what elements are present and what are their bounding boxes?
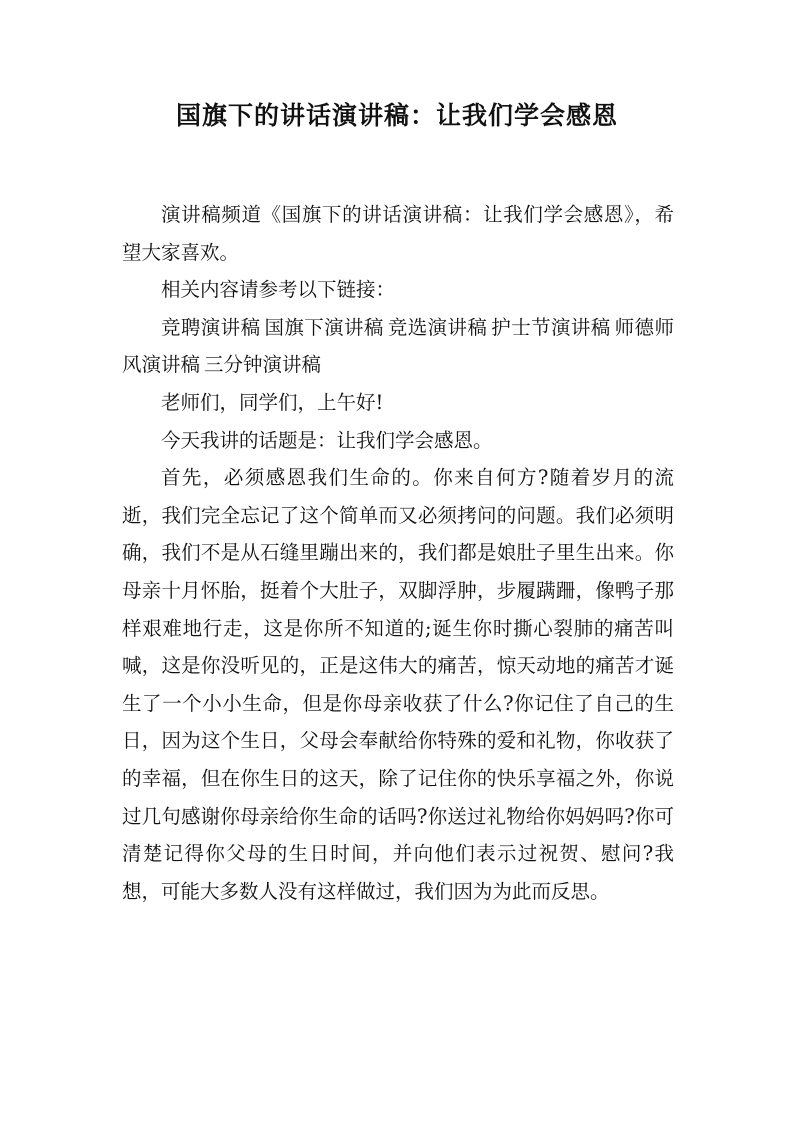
link-sanfenzhong[interactable]: 三分钟演讲稿 bbox=[204, 353, 322, 377]
page-title: 国旗下的讲话演讲稿：让我们学会感恩 bbox=[175, 101, 618, 130]
greeting-paragraph: 老师们，同学们，上午好! bbox=[161, 390, 384, 414]
link-shideshifeng[interactable]: 师德师风演讲稿 bbox=[122, 315, 674, 377]
intro-paragraph: 演讲稿频道《国旗下的讲话演讲稿：让我们学会感恩》，希望大家喜欢。 bbox=[122, 203, 674, 264]
link-jingpin[interactable]: 竞聘演讲稿 bbox=[161, 315, 261, 339]
link-jingxuan[interactable]: 竞选演讲稿 bbox=[387, 315, 488, 339]
topic-paragraph: 今天我讲的话题是：让我们学会感恩。 bbox=[161, 428, 493, 452]
link-hushijie[interactable]: 护士节演讲稿 bbox=[491, 315, 611, 339]
link-guoqixia[interactable]: 国旗下演讲稿 bbox=[264, 315, 384, 339]
related-prompt: 相关内容请参考以下链接： bbox=[161, 278, 396, 302]
document-body bbox=[122, 196, 674, 910]
related-links bbox=[122, 309, 674, 384]
main-paragraph: 首先，必须感恩我们生命的。你来自何方?随着岁月的流逝，我们完全忘记了这个简单而又必须拷问的问题。我们必须明确，我们不是从石缝里蹦出来的，我们都是娘肚子里生出来。你母亲十月怀胎，挺着个大肚子，双脚浮肿，步履蹒跚，像鸭子那样艰难地行走，这是你所不知道的;诞生你时撕心裂肺的痛苦叫喊，这是你没听见的，正是这伟大的痛苦，惊天动地的痛苦才诞生了一个小小生命，但是你母亲收获了什么?你记住了自己的生日，因为这个生日，父母会奉献给你特殊的爱和礼物，你收获了的幸福，但在你生日的这天，除了记住你的快乐享福之外，你说过几句感谢你母亲给你生命的话吗?你送过礼物给你妈妈吗?你可清楚记得你父母的生日时间，并向他们表示过祝贺、慰问?我想，可能大多数人没有这样做过，我们因为为此而反思。 bbox=[122, 466, 674, 903]
